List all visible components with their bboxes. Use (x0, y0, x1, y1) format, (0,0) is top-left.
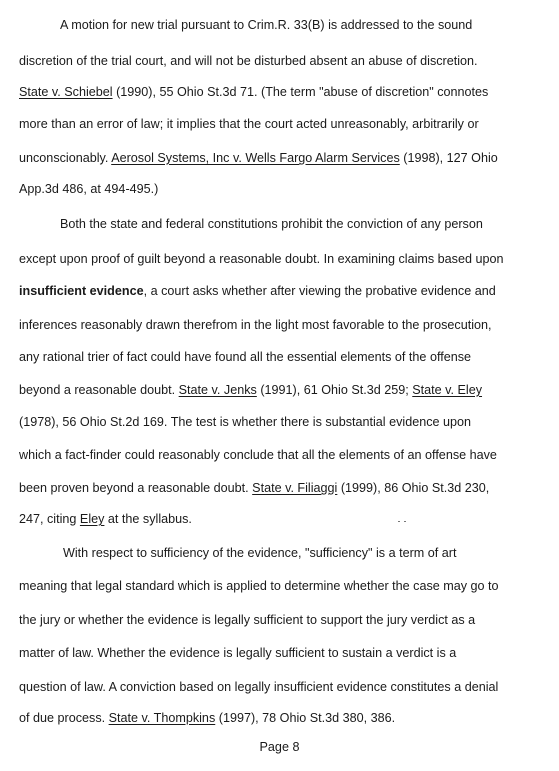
text-fragment: 247, citing (19, 512, 80, 526)
text-line (19, 150, 498, 166)
text-fragment: unconscionably. (19, 151, 112, 165)
text-line: except upon proof of guilt beyond a reasonable doubt. In examining claims based upon (19, 252, 504, 266)
case-citation: State v. Eley (412, 383, 483, 397)
page-number: Page 8 (259, 740, 300, 754)
text-line: matter of law. Whether the evidence is legally sufficient to sustain a verdict is a (19, 646, 457, 660)
text-fragment: of due process. (19, 711, 109, 725)
case-citation: State v. Schiebel (19, 85, 113, 99)
case-citation: State v. Filiaggi (252, 481, 338, 495)
citation-text: (1998), 127 Ohio (399, 151, 498, 165)
text-line: App.3d 486, at 494-495.) (19, 182, 159, 196)
text-line: inferences reasonably drawn therefrom in the light most favorable to the prosecution, (19, 318, 492, 332)
case-citation: State v. Jenks (178, 383, 257, 397)
text-line (19, 511, 192, 527)
text-line: discretion of the trial court, and will not be disturbed absent an abuse of discretion. (19, 54, 478, 68)
scan-speck (398, 521, 400, 522)
emphasized-term: insufficient evidence (19, 284, 144, 298)
text-line: A motion for new trial pursuant to Crim.R. 33(B) is addressed to the sound (60, 18, 473, 32)
scan-speck (404, 521, 406, 522)
text-line: any rational trier of fact could have found all the essential elements of the offense (19, 350, 472, 364)
citation-text: (1991), 61 Ohio St.3d 259; (256, 383, 413, 397)
text-line (19, 283, 496, 299)
text-line: With respect to sufficiency of the evidence, "sufficiency" is a term of art (63, 546, 457, 560)
text-fragment: been proven beyond a reasonable doubt. (19, 481, 253, 495)
text-line (19, 382, 482, 398)
citation-text: (1990), 55 Ohio St.3d 71. (The term "abuse of discretion" connotes (112, 85, 489, 99)
case-citation: Aerosol Systems, Inc v. Wells Fargo Alarm Services (111, 151, 400, 165)
citation-text: (1997), 78 Ohio St.3d 380, 386. (215, 711, 396, 725)
text-line: question of law. A conviction based on legally insufficient evidence constitutes a denial (19, 680, 499, 694)
text-line (19, 710, 395, 726)
text-fragment: beyond a reasonable doubt. (19, 383, 179, 397)
case-citation: State v. Thompkins (108, 711, 216, 725)
text-line: meaning that legal standard which is applied to determine whether the case may go to (19, 579, 499, 593)
text-line (19, 84, 488, 100)
text-line: (1978), 56 Ohio St.2d 169. The test is whether there is substantial evidence upon (19, 415, 472, 429)
case-citation: Eley (79, 512, 105, 526)
citation-text: at the syllabus. (104, 512, 192, 526)
text-line: the jury or whether the evidence is legally sufficient to support the jury verdict as a (19, 613, 476, 627)
text-line (19, 480, 489, 496)
text-line: Both the state and federal constitutions prohibit the conviction of any person (60, 217, 483, 231)
citation-text: (1999), 86 Ohio St.3d 230, (337, 481, 490, 495)
text-line: which a fact-finder could reasonably conclude that all the elements of an offense have (19, 448, 497, 462)
text-line: more than an error of law; it implies that the court acted unreasonably, arbitrarily or (19, 117, 479, 131)
text-fragment: , a court asks whether after viewing the probative evidence and (143, 284, 496, 298)
